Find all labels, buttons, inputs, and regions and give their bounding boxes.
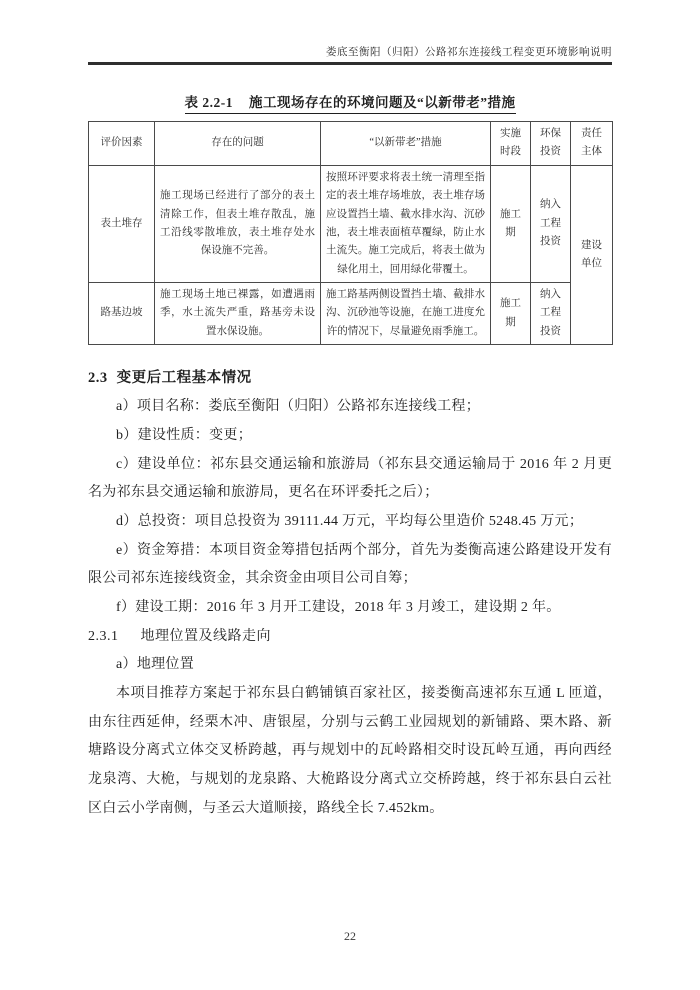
header-cell-problem: 存在的问题 — [155, 122, 321, 166]
table-row — [89, 165, 613, 282]
section-title: 变更后工程基本情况 — [116, 370, 252, 387]
header-cell-responsibility: 责任主体 — [571, 122, 613, 166]
investment-cell: 纳入工程投资 — [531, 165, 571, 282]
table-caption-title: 施工现场存在的环境问题及“以新带老”措施 — [249, 95, 516, 110]
section-number: 2.3.1 — [88, 628, 119, 644]
item-c-construction-unit: c）建设单位：祁东县交通运输和旅游局（祁东县交通运输局于 2016 年 2 月更名为祁东县交通运输和旅游局，更名在环评委托之后）； — [88, 456, 612, 501]
page-header — [88, 0, 612, 65]
section-title: 地理位置及线路走向 — [140, 628, 271, 644]
item-a-project-name: a）项目名称：娄底至衡阳（归阳）公路祁东连接线工程； — [116, 399, 481, 415]
table-caption — [88, 91, 612, 114]
table-caption-label: 表 2.2-1 — [184, 95, 233, 110]
period-cell: 施工期 — [491, 283, 531, 345]
investment-cell: 纳入工程投资 — [531, 283, 571, 345]
item-e-funding: e）资金筹措：本项目资金筹措包括两个部分，首先为娄衡高速公路建设开发有限公司祁东连接线资金，其余资金由项目公司自筹； — [88, 542, 612, 587]
header-cell-investment: 环保投资 — [531, 122, 571, 166]
header-title: 娄底至衡阳（归阳）公路祁东连接线工程变更环境影响说明 — [326, 47, 612, 58]
item-f-construction-period: f）建设工期：2016 年 3 月开工建设，2018 年 3 月竣工，建设期 2 年。 — [116, 599, 561, 615]
factor-cell: 表土堆存 — [89, 165, 155, 282]
header-cell-measure: “以新带老”措施 — [321, 122, 491, 166]
page-footer — [0, 929, 700, 944]
page-content — [88, 0, 612, 823]
header-rule — [88, 62, 612, 65]
problem-cell: 施工现场土地已裸露，如遭遇雨季，水土流失严重，路基旁未设置水保设施。 — [155, 283, 321, 345]
item-b-construction-nature: b）建设性质：变更； — [116, 427, 252, 443]
measure-cell: 施工路基两侧设置挡土墙、截排水沟、沉砂池等设施，在施工进度允许的情况下，尽量避免雨季施工。 — [321, 283, 491, 345]
header-cell-factor: 评价因素 — [89, 122, 155, 166]
item-d-total-investment: d）总投资：项目总投资为 39111.44 万元，平均每公里造价 5248.45 万元； — [116, 513, 584, 529]
page-number: 22 — [344, 929, 356, 943]
sub-item-a-location: a）地理位置 — [116, 657, 195, 673]
header-cell-period: 实施时段 — [491, 122, 531, 166]
location-paragraph: 本项目推荐方案起于祁东县白鹤铺镇百家社区，接娄衡高速祁东互通 L 匝道，由东往西延伸，经栗木冲、唐银屋，分别与云鹤工业园规划的新铺路、栗木路、新塘路设分离式立体交叉桥跨越，再与规划中的瓦岭路相交时设瓦岭互通，再向西经龙泉湾、大桅，与规划的龙泉路、大桅路设分离式立交桥跨越，终于祁东县白云社区白云小学南侧，与圣云大道顺接，路线全长 7.452km。 — [88, 686, 612, 816]
section-number: 2.3 — [88, 370, 108, 387]
section-2-3-heading — [88, 366, 612, 387]
problem-cell: 施工现场已经进行了部分的表土清除工作，但表土堆存散乱，施工沿线零散堆放，表土堆存处水保设施不完善。 — [155, 165, 321, 282]
table-header-row — [89, 122, 613, 166]
factor-cell: 路基边坡 — [89, 283, 155, 345]
section-2-3-1-heading — [88, 623, 612, 652]
responsibility-cell: 建设单位 — [571, 165, 613, 344]
table-caption-inner — [185, 91, 516, 114]
table-row — [89, 283, 613, 345]
measure-cell: 按照环评要求将表土统一清理至指定的表土堆存场堆放，表土堆存场应设置挡土墙、截水排水沟、沉砂池，表土堆表面植草覆绿，防止水土流失。施工完成后，将表土做为绿化用土，回用绿化带覆土。 — [321, 165, 491, 282]
measures-table — [88, 121, 613, 345]
period-cell: 施工期 — [491, 165, 531, 282]
